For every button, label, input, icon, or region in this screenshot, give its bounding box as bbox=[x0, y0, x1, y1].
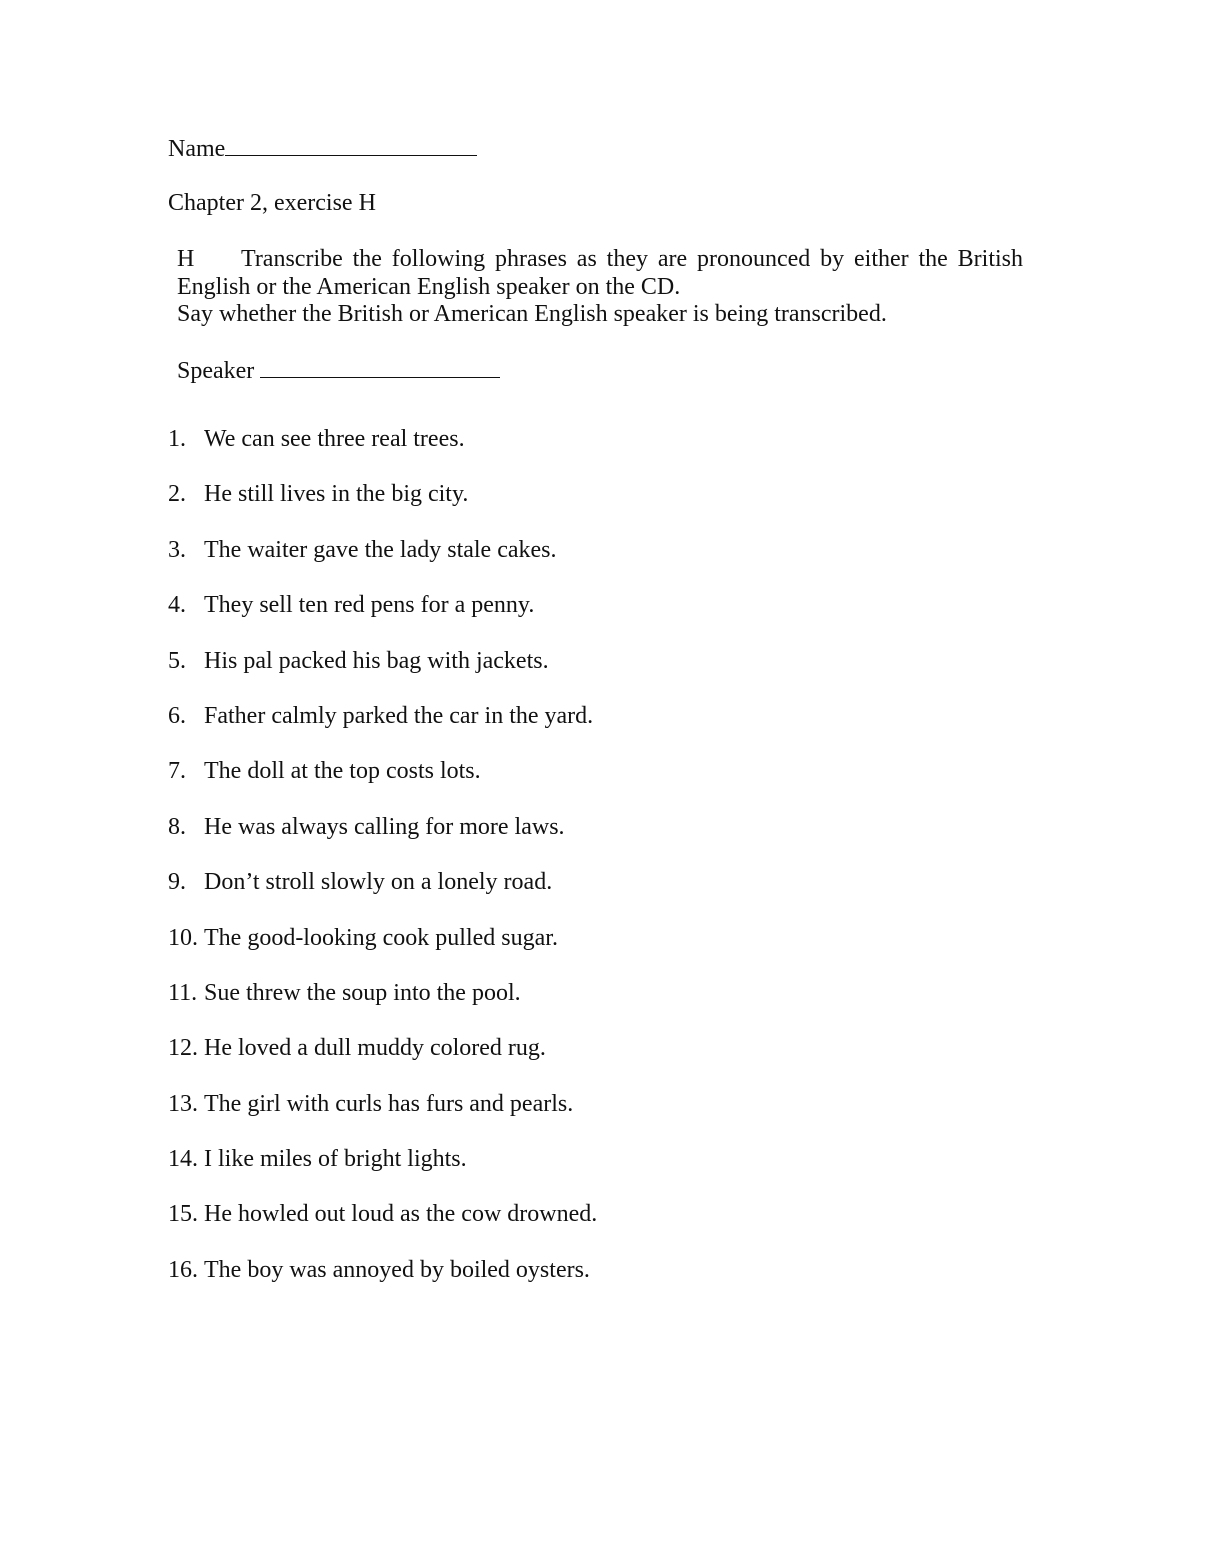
item-number: 3. bbox=[168, 536, 186, 563]
instructions bbox=[177, 246, 1023, 329]
item-number: 15. bbox=[168, 1201, 198, 1228]
item-text: He howled out loud as the cow drowned. bbox=[204, 1201, 598, 1228]
name-blank[interactable] bbox=[225, 135, 477, 156]
item-text: He still lives in the big city. bbox=[204, 481, 469, 508]
item-text: The waiter gave the lady stale cakes. bbox=[204, 536, 557, 563]
item-number: 4. bbox=[168, 592, 186, 619]
name-label: Name bbox=[168, 136, 226, 162]
list-item bbox=[168, 537, 597, 592]
item-number: 13. bbox=[168, 1090, 198, 1117]
item-text: Don’t stroll slowly on a lonely road. bbox=[204, 869, 553, 896]
speaker-label: Speaker bbox=[177, 358, 255, 384]
list-item bbox=[168, 980, 597, 1035]
list-item bbox=[168, 426, 597, 481]
item-number: 2. bbox=[168, 481, 186, 508]
item-text: The boy was annoyed by boiled oysters. bbox=[204, 1256, 590, 1283]
item-text: The doll at the top costs lots. bbox=[204, 758, 481, 785]
list-item bbox=[168, 1146, 597, 1201]
item-text: The good-looking cook pulled sugar. bbox=[204, 924, 558, 951]
item-number: 12. bbox=[168, 1035, 198, 1062]
speaker-blank[interactable] bbox=[260, 357, 500, 378]
instructions-paragraph bbox=[177, 246, 1023, 301]
chapter-title: Chapter 2, exercise H bbox=[168, 190, 376, 216]
item-number: 16. bbox=[168, 1256, 198, 1283]
item-number: 1. bbox=[168, 426, 186, 452]
exercise-letter: H bbox=[177, 246, 195, 272]
item-text: The girl with curls has furs and pearls. bbox=[204, 1090, 574, 1117]
list-item bbox=[168, 703, 597, 758]
speaker-field bbox=[177, 357, 500, 386]
list-item bbox=[168, 648, 597, 703]
list-item bbox=[168, 1091, 597, 1146]
item-text: He loved a dull muddy colored rug. bbox=[204, 1035, 546, 1062]
item-text: He was always calling for more laws. bbox=[204, 813, 565, 840]
item-number: 10. bbox=[168, 924, 198, 951]
item-number: 5. bbox=[168, 647, 186, 674]
item-text: Father calmly parked the car in the yard. bbox=[204, 702, 594, 729]
item-text: They sell ten red pens for a penny. bbox=[204, 592, 535, 619]
item-text: Sue threw the soup into the pool. bbox=[204, 979, 521, 1006]
item-number: 6. bbox=[168, 702, 186, 729]
item-number: 14. bbox=[168, 1146, 198, 1173]
item-text: I like miles of bright lights. bbox=[204, 1146, 467, 1173]
instructions-text: Transcribe the following phrases as they are pronounced by either the British English or the American English speaker on the CD. bbox=[177, 246, 1023, 300]
list-item bbox=[168, 1257, 597, 1312]
item-number: 11. bbox=[168, 979, 198, 1006]
item-number: 9. bbox=[168, 869, 186, 896]
list-item bbox=[168, 814, 597, 869]
item-number: 7. bbox=[168, 758, 186, 785]
item-text: We can see three real trees. bbox=[204, 426, 465, 452]
list-item bbox=[168, 1035, 597, 1090]
instructions-note: Say whether the British or American English speaker is being transcribed. bbox=[177, 301, 887, 328]
list-item bbox=[168, 925, 597, 980]
name-field bbox=[168, 135, 477, 164]
list-item bbox=[168, 758, 597, 813]
list-item bbox=[168, 481, 597, 536]
phrase-list bbox=[168, 426, 597, 1312]
item-number: 8. bbox=[168, 813, 186, 840]
list-item bbox=[168, 592, 597, 647]
list-item bbox=[168, 869, 597, 924]
item-text: His pal packed his bag with jackets. bbox=[204, 647, 549, 674]
list-item bbox=[168, 1201, 597, 1256]
